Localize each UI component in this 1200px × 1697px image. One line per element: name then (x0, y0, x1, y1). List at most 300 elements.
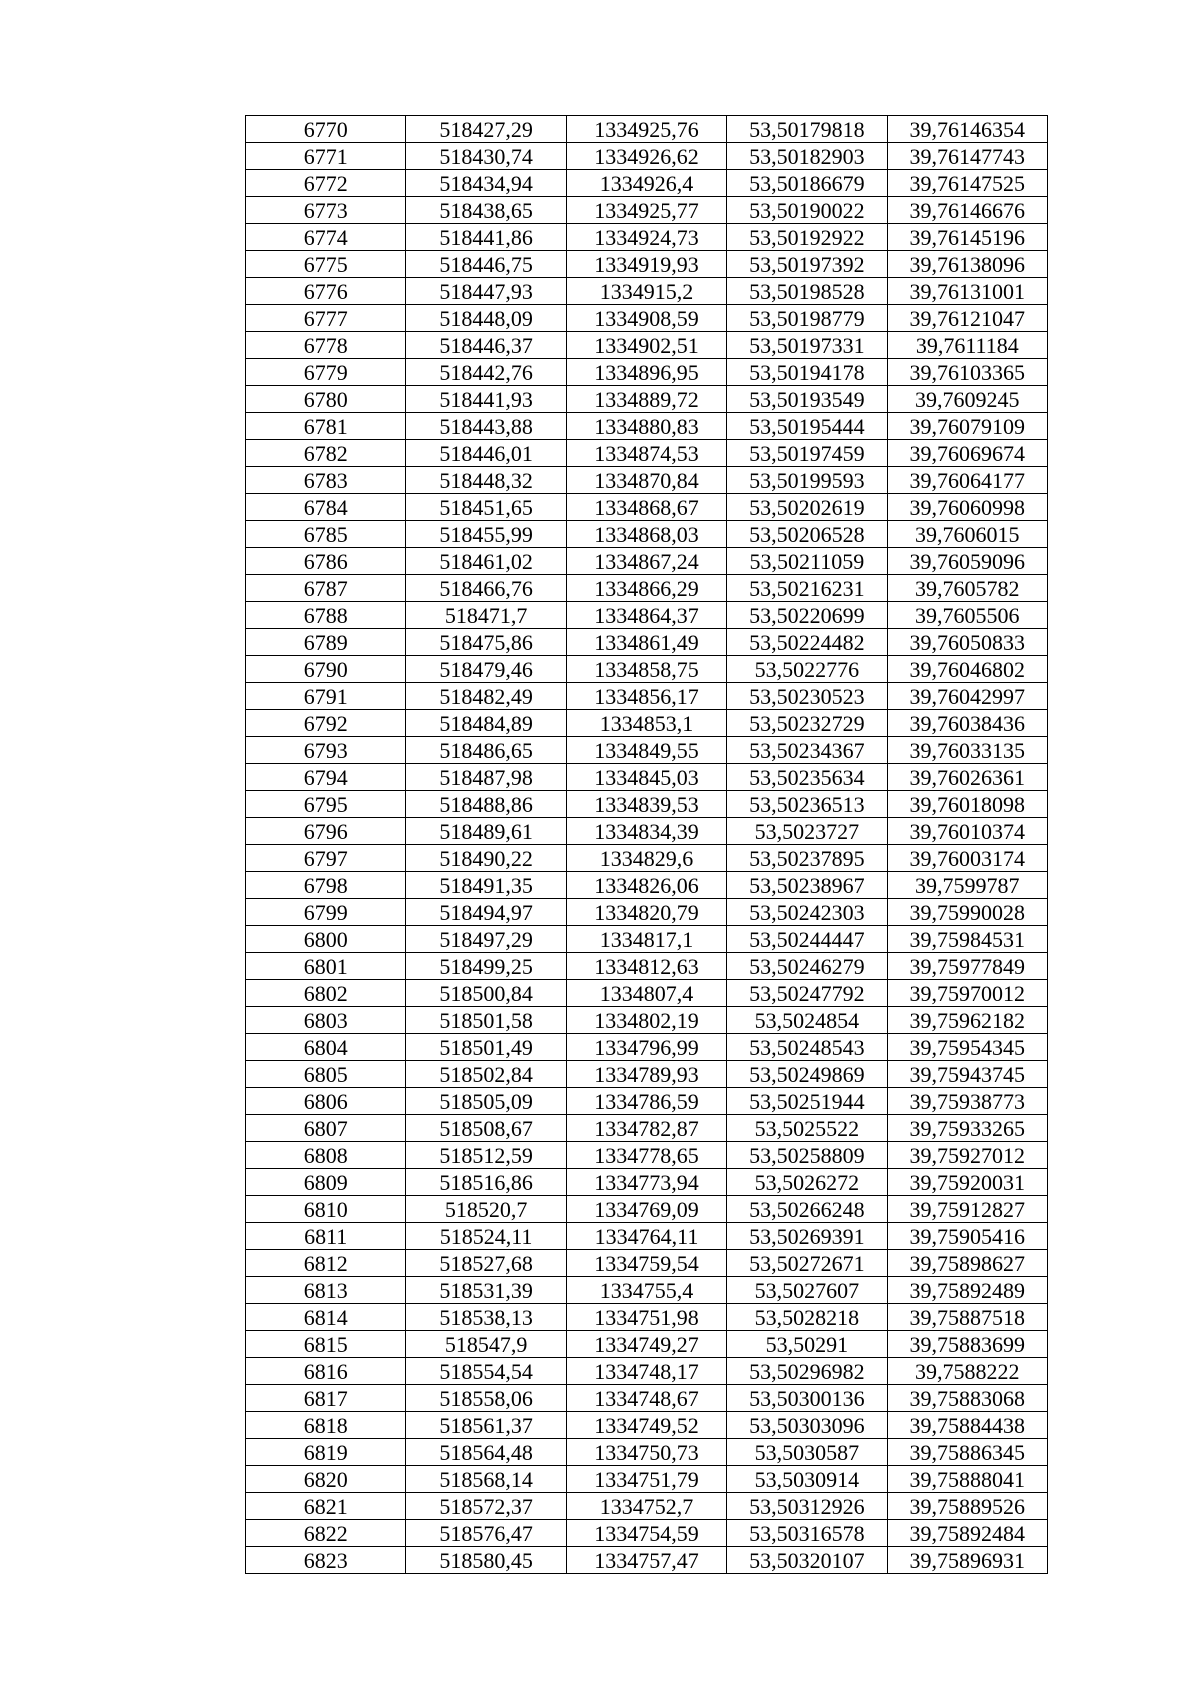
point-number-cell: 6821 (246, 1493, 406, 1520)
latitude-cell: 53,50242303 (727, 899, 887, 926)
latitude-cell: 53,50251944 (727, 1088, 887, 1115)
latitude-cell: 53,50182903 (727, 143, 887, 170)
longitude-cell: 39,75888041 (888, 1466, 1048, 1493)
point-number-cell: 6788 (246, 602, 406, 629)
y-coordinate-cell: 1334802,19 (567, 1007, 727, 1034)
point-number-cell: 6789 (246, 629, 406, 656)
latitude-cell: 53,50195444 (727, 413, 887, 440)
x-coordinate-cell: 518475,86 (406, 629, 566, 656)
y-coordinate-cell: 1334864,37 (567, 602, 727, 629)
x-coordinate-cell: 518501,49 (406, 1034, 566, 1061)
y-coordinate-cell: 1334874,53 (567, 440, 727, 467)
x-coordinate-cell: 518508,67 (406, 1115, 566, 1142)
y-coordinate-cell: 1334789,93 (567, 1061, 727, 1088)
x-coordinate-cell: 518490,22 (406, 845, 566, 872)
longitude-cell: 39,75933265 (888, 1115, 1048, 1142)
table-row (246, 1250, 1048, 1277)
longitude-cell: 39,76050833 (888, 629, 1048, 656)
x-coordinate-cell: 518531,39 (406, 1277, 566, 1304)
latitude-cell: 53,50179818 (727, 116, 887, 143)
table-row (246, 494, 1048, 521)
y-coordinate-cell: 1334839,53 (567, 791, 727, 818)
latitude-cell: 53,50232729 (727, 710, 887, 737)
table-row (246, 1358, 1048, 1385)
y-coordinate-cell: 1334769,09 (567, 1196, 727, 1223)
y-coordinate-cell: 1334748,67 (567, 1385, 727, 1412)
x-coordinate-cell: 518561,37 (406, 1412, 566, 1439)
latitude-cell: 53,50234367 (727, 737, 887, 764)
x-coordinate-cell: 518438,65 (406, 197, 566, 224)
x-coordinate-cell: 518427,29 (406, 116, 566, 143)
latitude-cell: 53,50272671 (727, 1250, 887, 1277)
latitude-cell: 53,50296982 (727, 1358, 887, 1385)
y-coordinate-cell: 1334826,06 (567, 872, 727, 899)
table-row (246, 1088, 1048, 1115)
x-coordinate-cell: 518494,97 (406, 899, 566, 926)
latitude-cell: 53,50249869 (727, 1061, 887, 1088)
y-coordinate-cell: 1334861,49 (567, 629, 727, 656)
latitude-cell: 53,50238967 (727, 872, 887, 899)
table-row (246, 521, 1048, 548)
point-number-cell: 6814 (246, 1304, 406, 1331)
point-number-cell: 6799 (246, 899, 406, 926)
y-coordinate-cell: 1334845,03 (567, 764, 727, 791)
point-number-cell: 6776 (246, 278, 406, 305)
table-row (246, 278, 1048, 305)
y-coordinate-cell: 1334796,99 (567, 1034, 727, 1061)
latitude-cell: 53,50258809 (727, 1142, 887, 1169)
table-row (246, 1547, 1048, 1574)
point-number-cell: 6811 (246, 1223, 406, 1250)
latitude-cell: 53,5030914 (727, 1466, 887, 1493)
point-number-cell: 6779 (246, 359, 406, 386)
x-coordinate-cell: 518434,94 (406, 170, 566, 197)
latitude-cell: 53,5028218 (727, 1304, 887, 1331)
table-row (246, 197, 1048, 224)
point-number-cell: 6772 (246, 170, 406, 197)
latitude-cell: 53,5025522 (727, 1115, 887, 1142)
point-number-cell: 6820 (246, 1466, 406, 1493)
point-number-cell: 6797 (246, 845, 406, 872)
latitude-cell: 53,50197459 (727, 440, 887, 467)
x-coordinate-cell: 518516,86 (406, 1169, 566, 1196)
longitude-cell: 39,75927012 (888, 1142, 1048, 1169)
longitude-cell: 39,75889526 (888, 1493, 1048, 1520)
latitude-cell: 53,50197392 (727, 251, 887, 278)
point-number-cell: 6795 (246, 791, 406, 818)
y-coordinate-cell: 1334751,79 (567, 1466, 727, 1493)
x-coordinate-cell: 518488,86 (406, 791, 566, 818)
y-coordinate-cell: 1334748,17 (567, 1358, 727, 1385)
point-number-cell: 6792 (246, 710, 406, 737)
table-row (246, 1520, 1048, 1547)
longitude-cell: 39,75887518 (888, 1304, 1048, 1331)
point-number-cell: 6801 (246, 953, 406, 980)
longitude-cell: 39,75920031 (888, 1169, 1048, 1196)
latitude-cell: 53,50202619 (727, 494, 887, 521)
point-number-cell: 6809 (246, 1169, 406, 1196)
latitude-cell: 53,50300136 (727, 1385, 887, 1412)
point-number-cell: 6818 (246, 1412, 406, 1439)
latitude-cell: 53,50248543 (727, 1034, 887, 1061)
latitude-cell: 53,50291 (727, 1331, 887, 1358)
point-number-cell: 6810 (246, 1196, 406, 1223)
point-number-cell: 6785 (246, 521, 406, 548)
x-coordinate-cell: 518497,29 (406, 926, 566, 953)
y-coordinate-cell: 1334924,73 (567, 224, 727, 251)
point-number-cell: 6791 (246, 683, 406, 710)
longitude-cell: 39,76003174 (888, 845, 1048, 872)
y-coordinate-cell: 1334749,27 (567, 1331, 727, 1358)
table-row (246, 845, 1048, 872)
x-coordinate-cell: 518547,9 (406, 1331, 566, 1358)
x-coordinate-cell: 518520,7 (406, 1196, 566, 1223)
point-number-cell: 6781 (246, 413, 406, 440)
y-coordinate-cell: 1334866,29 (567, 575, 727, 602)
x-coordinate-cell: 518486,65 (406, 737, 566, 764)
latitude-cell: 53,50266248 (727, 1196, 887, 1223)
latitude-cell: 53,5024854 (727, 1007, 887, 1034)
x-coordinate-cell: 518505,09 (406, 1088, 566, 1115)
y-coordinate-cell: 1334817,1 (567, 926, 727, 953)
latitude-cell: 53,50186679 (727, 170, 887, 197)
longitude-cell: 39,76145196 (888, 224, 1048, 251)
table-row (246, 116, 1048, 143)
longitude-cell: 39,75912827 (888, 1196, 1048, 1223)
latitude-cell: 53,50211059 (727, 548, 887, 575)
y-coordinate-cell: 1334868,03 (567, 521, 727, 548)
x-coordinate-cell: 518512,59 (406, 1142, 566, 1169)
table-row (246, 548, 1048, 575)
longitude-cell: 39,7588222 (888, 1358, 1048, 1385)
y-coordinate-cell: 1334834,39 (567, 818, 727, 845)
y-coordinate-cell: 1334759,54 (567, 1250, 727, 1277)
y-coordinate-cell: 1334868,67 (567, 494, 727, 521)
y-coordinate-cell: 1334754,59 (567, 1520, 727, 1547)
x-coordinate-cell: 518572,37 (406, 1493, 566, 1520)
x-coordinate-cell: 518443,88 (406, 413, 566, 440)
table-row (246, 656, 1048, 683)
y-coordinate-cell: 1334880,83 (567, 413, 727, 440)
point-number-cell: 6793 (246, 737, 406, 764)
latitude-cell: 53,5026272 (727, 1169, 887, 1196)
latitude-cell: 53,5022776 (727, 656, 887, 683)
x-coordinate-cell: 518502,84 (406, 1061, 566, 1088)
longitude-cell: 39,75892489 (888, 1277, 1048, 1304)
y-coordinate-cell: 1334786,59 (567, 1088, 727, 1115)
point-number-cell: 6790 (246, 656, 406, 683)
latitude-cell: 53,50320107 (727, 1547, 887, 1574)
x-coordinate-cell: 518446,37 (406, 332, 566, 359)
y-coordinate-cell: 1334751,98 (567, 1304, 727, 1331)
table-row (246, 386, 1048, 413)
y-coordinate-cell: 1334896,95 (567, 359, 727, 386)
longitude-cell: 39,76147743 (888, 143, 1048, 170)
y-coordinate-cell: 1334750,73 (567, 1439, 727, 1466)
longitude-cell: 39,76064177 (888, 467, 1048, 494)
y-coordinate-cell: 1334858,75 (567, 656, 727, 683)
longitude-cell: 39,75892484 (888, 1520, 1048, 1547)
longitude-cell: 39,76059096 (888, 548, 1048, 575)
table-row (246, 413, 1048, 440)
latitude-cell: 53,50247792 (727, 980, 887, 1007)
table-row (246, 764, 1048, 791)
longitude-cell: 39,76033135 (888, 737, 1048, 764)
x-coordinate-cell: 518501,58 (406, 1007, 566, 1034)
table-row (246, 1466, 1048, 1493)
x-coordinate-cell: 518491,35 (406, 872, 566, 899)
longitude-cell: 39,76026361 (888, 764, 1048, 791)
x-coordinate-cell: 518441,86 (406, 224, 566, 251)
y-coordinate-cell: 1334856,17 (567, 683, 727, 710)
y-coordinate-cell: 1334849,55 (567, 737, 727, 764)
table-row (246, 1061, 1048, 1088)
point-number-cell: 6787 (246, 575, 406, 602)
point-number-cell: 6802 (246, 980, 406, 1007)
table-row (246, 953, 1048, 980)
table-row (246, 1034, 1048, 1061)
longitude-cell: 39,76046802 (888, 656, 1048, 683)
y-coordinate-cell: 1334807,4 (567, 980, 727, 1007)
longitude-cell: 39,76131001 (888, 278, 1048, 305)
table-row (246, 1385, 1048, 1412)
latitude-cell: 53,50220699 (727, 602, 887, 629)
y-coordinate-cell: 1334752,7 (567, 1493, 727, 1520)
point-number-cell: 6806 (246, 1088, 406, 1115)
longitude-cell: 39,75905416 (888, 1223, 1048, 1250)
latitude-cell: 53,50193549 (727, 386, 887, 413)
table-row (246, 791, 1048, 818)
longitude-cell: 39,76079109 (888, 413, 1048, 440)
table-row (246, 683, 1048, 710)
latitude-cell: 53,50190022 (727, 197, 887, 224)
table-row (246, 332, 1048, 359)
x-coordinate-cell: 518448,32 (406, 467, 566, 494)
y-coordinate-cell: 1334925,77 (567, 197, 727, 224)
x-coordinate-cell: 518430,74 (406, 143, 566, 170)
longitude-cell: 39,76121047 (888, 305, 1048, 332)
longitude-cell: 39,76147525 (888, 170, 1048, 197)
point-number-cell: 6775 (246, 251, 406, 278)
x-coordinate-cell: 518499,25 (406, 953, 566, 980)
longitude-cell: 39,7599787 (888, 872, 1048, 899)
table-row (246, 143, 1048, 170)
longitude-cell: 39,7611184 (888, 332, 1048, 359)
point-number-cell: 6803 (246, 1007, 406, 1034)
point-number-cell: 6771 (246, 143, 406, 170)
longitude-cell: 39,76138096 (888, 251, 1048, 278)
latitude-cell: 53,50236513 (727, 791, 887, 818)
longitude-cell: 39,75954345 (888, 1034, 1048, 1061)
point-number-cell: 6808 (246, 1142, 406, 1169)
x-coordinate-cell: 518564,48 (406, 1439, 566, 1466)
table-row (246, 1304, 1048, 1331)
longitude-cell: 39,75962182 (888, 1007, 1048, 1034)
latitude-cell: 53,5030587 (727, 1439, 887, 1466)
table-row (246, 737, 1048, 764)
table-row (246, 899, 1048, 926)
longitude-cell: 39,76146354 (888, 116, 1048, 143)
table-row (246, 1493, 1048, 1520)
point-number-cell: 6773 (246, 197, 406, 224)
latitude-cell: 53,50216231 (727, 575, 887, 602)
y-coordinate-cell: 1334915,2 (567, 278, 727, 305)
latitude-cell: 53,50224482 (727, 629, 887, 656)
table-row (246, 1277, 1048, 1304)
point-number-cell: 6804 (246, 1034, 406, 1061)
x-coordinate-cell: 518441,93 (406, 386, 566, 413)
longitude-cell: 39,76103365 (888, 359, 1048, 386)
table-row (246, 440, 1048, 467)
longitude-cell: 39,75970012 (888, 980, 1048, 1007)
latitude-cell: 53,50269391 (727, 1223, 887, 1250)
y-coordinate-cell: 1334926,4 (567, 170, 727, 197)
y-coordinate-cell: 1334820,79 (567, 899, 727, 926)
table-row (246, 710, 1048, 737)
table-row (246, 980, 1048, 1007)
x-coordinate-cell: 518471,7 (406, 602, 566, 629)
coordinates-table (245, 115, 1048, 1574)
latitude-cell: 53,50194178 (727, 359, 887, 386)
point-number-cell: 6822 (246, 1520, 406, 1547)
x-coordinate-cell: 518576,47 (406, 1520, 566, 1547)
longitude-cell: 39,75886345 (888, 1439, 1048, 1466)
y-coordinate-cell: 1334889,72 (567, 386, 727, 413)
y-coordinate-cell: 1334782,87 (567, 1115, 727, 1142)
latitude-cell: 53,50206528 (727, 521, 887, 548)
table-row (246, 1331, 1048, 1358)
table-row (246, 1439, 1048, 1466)
table-row (246, 1169, 1048, 1196)
longitude-cell: 39,75883068 (888, 1385, 1048, 1412)
y-coordinate-cell: 1334778,65 (567, 1142, 727, 1169)
table-row (246, 1142, 1048, 1169)
latitude-cell: 53,50235634 (727, 764, 887, 791)
table-row (246, 926, 1048, 953)
x-coordinate-cell: 518451,65 (406, 494, 566, 521)
latitude-cell: 53,50246279 (727, 953, 887, 980)
x-coordinate-cell: 518524,11 (406, 1223, 566, 1250)
x-coordinate-cell: 518527,68 (406, 1250, 566, 1277)
table-row (246, 575, 1048, 602)
point-number-cell: 6815 (246, 1331, 406, 1358)
table-row (246, 818, 1048, 845)
table-row (246, 1196, 1048, 1223)
longitude-cell: 39,7606015 (888, 521, 1048, 548)
longitude-cell: 39,75884438 (888, 1412, 1048, 1439)
table-row (246, 872, 1048, 899)
x-coordinate-cell: 518479,46 (406, 656, 566, 683)
y-coordinate-cell: 1334870,84 (567, 467, 727, 494)
table-row (246, 359, 1048, 386)
x-coordinate-cell: 518455,99 (406, 521, 566, 548)
y-coordinate-cell: 1334919,93 (567, 251, 727, 278)
x-coordinate-cell: 518580,45 (406, 1547, 566, 1574)
latitude-cell: 53,50199593 (727, 467, 887, 494)
point-number-cell: 6816 (246, 1358, 406, 1385)
x-coordinate-cell: 518448,09 (406, 305, 566, 332)
latitude-cell: 53,50230523 (727, 683, 887, 710)
longitude-cell: 39,75883699 (888, 1331, 1048, 1358)
table-row (246, 1115, 1048, 1142)
y-coordinate-cell: 1334908,59 (567, 305, 727, 332)
longitude-cell: 39,76146676 (888, 197, 1048, 224)
longitude-cell: 39,75898627 (888, 1250, 1048, 1277)
longitude-cell: 39,76060998 (888, 494, 1048, 521)
table-row (246, 305, 1048, 332)
point-number-cell: 6794 (246, 764, 406, 791)
point-number-cell: 6805 (246, 1061, 406, 1088)
longitude-cell: 39,7605782 (888, 575, 1048, 602)
y-coordinate-cell: 1334902,51 (567, 332, 727, 359)
y-coordinate-cell: 1334926,62 (567, 143, 727, 170)
x-coordinate-cell: 518484,89 (406, 710, 566, 737)
x-coordinate-cell: 518446,75 (406, 251, 566, 278)
latitude-cell: 53,50312926 (727, 1493, 887, 1520)
latitude-cell: 53,50197331 (727, 332, 887, 359)
table-row (246, 1412, 1048, 1439)
point-number-cell: 6823 (246, 1547, 406, 1574)
point-number-cell: 6807 (246, 1115, 406, 1142)
latitude-cell: 53,50198779 (727, 305, 887, 332)
point-number-cell: 6796 (246, 818, 406, 845)
table-row (246, 170, 1048, 197)
longitude-cell: 39,76069674 (888, 440, 1048, 467)
y-coordinate-cell: 1334925,76 (567, 116, 727, 143)
point-number-cell: 6798 (246, 872, 406, 899)
table-row (246, 251, 1048, 278)
point-number-cell: 6812 (246, 1250, 406, 1277)
latitude-cell: 53,50316578 (727, 1520, 887, 1547)
latitude-cell: 53,50192922 (727, 224, 887, 251)
point-number-cell: 6817 (246, 1385, 406, 1412)
latitude-cell: 53,5023727 (727, 818, 887, 845)
longitude-cell: 39,75943745 (888, 1061, 1048, 1088)
point-number-cell: 6780 (246, 386, 406, 413)
longitude-cell: 39,7609245 (888, 386, 1048, 413)
point-number-cell: 6778 (246, 332, 406, 359)
x-coordinate-cell: 518487,98 (406, 764, 566, 791)
x-coordinate-cell: 518568,14 (406, 1466, 566, 1493)
x-coordinate-cell: 518482,49 (406, 683, 566, 710)
y-coordinate-cell: 1334867,24 (567, 548, 727, 575)
table-row (246, 602, 1048, 629)
point-number-cell: 6782 (246, 440, 406, 467)
table-row (246, 1007, 1048, 1034)
latitude-cell: 53,50198528 (727, 278, 887, 305)
x-coordinate-cell: 518442,76 (406, 359, 566, 386)
latitude-cell: 53,50303096 (727, 1412, 887, 1439)
longitude-cell: 39,76038436 (888, 710, 1048, 737)
y-coordinate-cell: 1334755,4 (567, 1277, 727, 1304)
table-row (246, 467, 1048, 494)
point-number-cell: 6770 (246, 116, 406, 143)
y-coordinate-cell: 1334773,94 (567, 1169, 727, 1196)
table-row (246, 629, 1048, 656)
longitude-cell: 39,76010374 (888, 818, 1048, 845)
longitude-cell: 39,76042997 (888, 683, 1048, 710)
longitude-cell: 39,75990028 (888, 899, 1048, 926)
y-coordinate-cell: 1334829,6 (567, 845, 727, 872)
longitude-cell: 39,76018098 (888, 791, 1048, 818)
latitude-cell: 53,50237895 (727, 845, 887, 872)
latitude-cell: 53,5027607 (727, 1277, 887, 1304)
longitude-cell: 39,7605506 (888, 602, 1048, 629)
point-number-cell: 6800 (246, 926, 406, 953)
longitude-cell: 39,75896931 (888, 1547, 1048, 1574)
point-number-cell: 6774 (246, 224, 406, 251)
x-coordinate-cell: 518447,93 (406, 278, 566, 305)
